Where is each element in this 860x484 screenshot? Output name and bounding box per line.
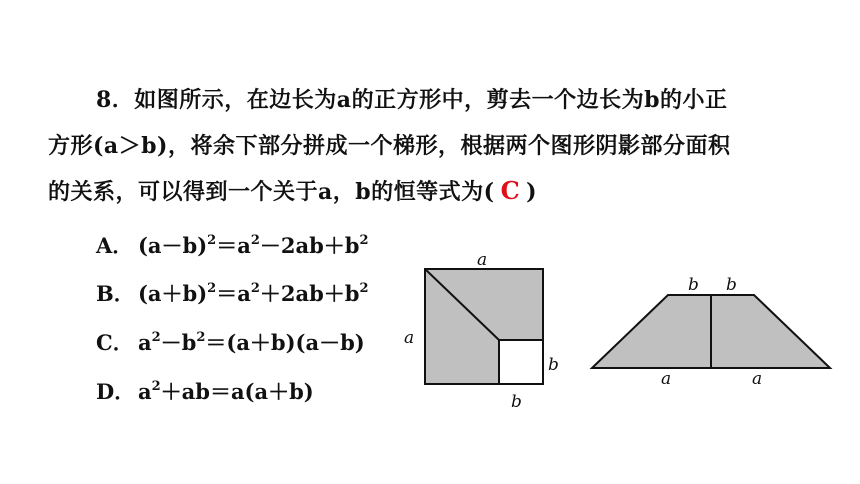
option-text: a <box>138 379 152 404</box>
answer-mark: C <box>500 176 521 205</box>
question-line-3-close: ) <box>526 179 538 205</box>
exponent: 2 <box>207 233 217 248</box>
trapezoid-bottom-right-label: a <box>752 369 763 389</box>
option-text: ＋ab＝a(a＋b) <box>160 379 314 404</box>
exponent: 2 <box>196 330 206 345</box>
question-line-1: 8．如图所示，在边长为a的正方形中，剪去一个边长为b的小正 <box>96 87 728 113</box>
option-text: －b <box>160 330 197 355</box>
trapezoid-top-left-label: b <box>688 275 699 295</box>
square-right-label: b <box>548 355 559 375</box>
exponent: 2 <box>151 379 161 394</box>
option-text: (a＋b) <box>138 281 208 306</box>
option-letter: B． <box>96 281 135 306</box>
option-letter: D． <box>96 379 136 404</box>
option-letter: A． <box>96 233 134 258</box>
exponent: 2 <box>250 281 260 296</box>
trapezoid-figure <box>592 275 830 389</box>
question-line-3-text: 的关系，可以得到一个关于a，b的恒等式为( <box>48 179 495 205</box>
trapezoid-bottom-left-label: a <box>661 369 672 389</box>
option-text: ＋2ab＋b <box>259 281 360 306</box>
exponent: 2 <box>207 281 217 296</box>
square-bottom-label: b <box>511 392 522 412</box>
exponent: 2 <box>250 233 260 248</box>
square-top-label: a <box>477 250 488 270</box>
option-text: (a－b) <box>138 233 208 258</box>
square-left-label: a <box>404 328 415 348</box>
option-text: ＝a <box>216 233 251 258</box>
square-figure <box>404 250 559 412</box>
exponent: 2 <box>359 281 369 296</box>
question-line-2: 方形(a＞b)，将余下部分拼成一个梯形，根据两个图形阴影部分面积 <box>48 133 731 159</box>
option-letter: C． <box>96 330 134 355</box>
exponent: 2 <box>359 233 369 248</box>
option-text: －2ab＋b <box>259 233 360 258</box>
option-text: a <box>138 330 152 355</box>
option-text: ＝(a＋b)(a－b) <box>205 330 365 355</box>
trapezoid-top-right-label: b <box>726 275 737 295</box>
cut-small-square <box>499 340 543 384</box>
exponent: 2 <box>151 330 161 345</box>
option-text: ＝a <box>216 281 251 306</box>
